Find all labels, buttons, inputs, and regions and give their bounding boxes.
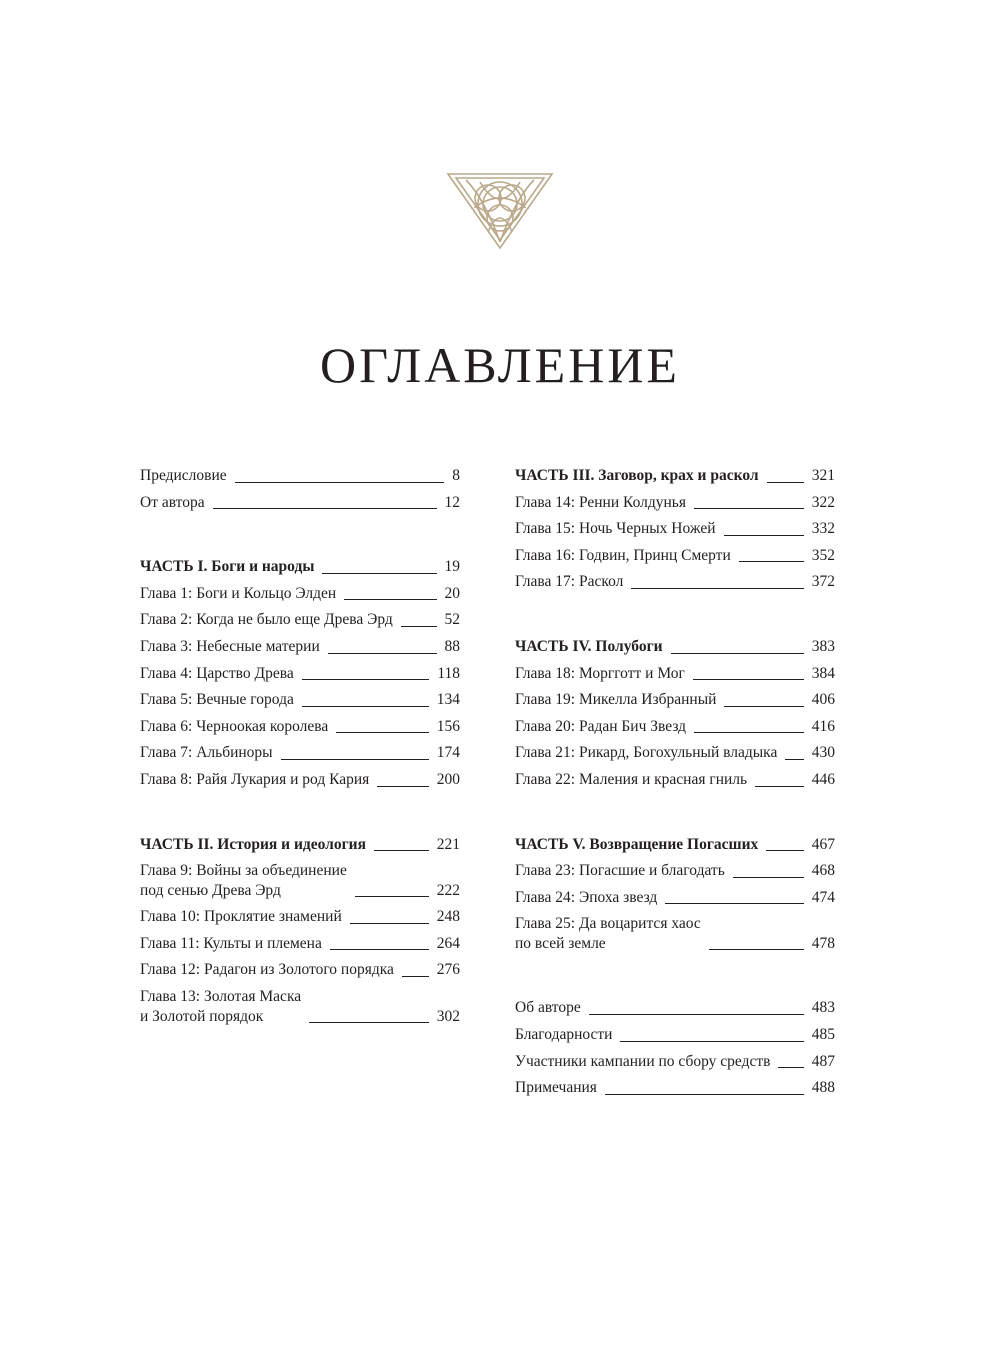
toc-leader-line xyxy=(766,850,803,851)
toc-page-number: 20 xyxy=(444,584,460,602)
toc-page-number: 321 xyxy=(811,467,835,484)
toc-entry-title: Об авторе xyxy=(515,999,581,1017)
toc-entry-title: Участники кампании по сбору средств xyxy=(515,1052,771,1070)
toc-leader-line xyxy=(778,1067,803,1068)
section-gap xyxy=(515,794,835,832)
toc-entry-title: Глава 3: Небесные материи xyxy=(140,637,320,655)
toc-leader-line xyxy=(328,653,437,654)
toc-entry[interactable] xyxy=(515,767,835,794)
toc-page-number: 12 xyxy=(444,493,460,511)
toc-entry-title: Глава 12: Радагон из Золотого порядка xyxy=(140,961,394,979)
toc-page-number: 467 xyxy=(811,835,835,853)
toc-page-number: 88 xyxy=(444,637,460,655)
toc-page-number: 384 xyxy=(811,664,835,682)
toc-entry[interactable] xyxy=(140,740,460,767)
page-title: ОГЛАВЛЕНИЕ xyxy=(320,337,680,393)
toc-entry[interactable] xyxy=(515,914,835,954)
toc-leader-line xyxy=(739,561,804,562)
toc-leader-line xyxy=(724,535,804,536)
toc-leader-line xyxy=(377,786,428,787)
toc-page-number: 468 xyxy=(811,862,835,880)
toc-entry-title: ЧАСТЬ I. Боги и народы xyxy=(140,558,315,576)
toc-page-number: 487 xyxy=(811,1052,835,1070)
toc-entry[interactable] xyxy=(515,858,835,885)
toc-leader-line xyxy=(322,573,436,574)
toc-entry-title: Глава 23: Погасшие и благодать xyxy=(515,862,725,880)
toc-entry[interactable] xyxy=(140,767,460,794)
celtic-triangle-emblem-icon xyxy=(444,168,556,250)
toc-entry-title: Глава 24: Эпоха звезд xyxy=(515,888,658,906)
toc-page-number: 416 xyxy=(811,717,835,735)
toc-entry-title: Глава 9: Войны за объединение под сенью Древа Эрд xyxy=(140,862,347,900)
toc-entry[interactable] xyxy=(140,714,460,741)
toc-entry-title: ЧАСТЬ II. История и идеология xyxy=(140,835,366,853)
toc-entry-title: Благодарности xyxy=(515,1025,613,1043)
toc-entry-title: ЧАСТЬ IV. Полубоги xyxy=(515,637,663,655)
toc-entry-title: Глава 14: Ренни Колдунья xyxy=(515,493,686,511)
toc-entry-title: Глава 16: Годвин, Принц Смерти xyxy=(515,546,731,564)
toc-leader-line xyxy=(694,732,804,733)
toc-page-number: 264 xyxy=(436,934,460,952)
toc-entry-title: Глава 7: Альбиноры xyxy=(140,744,273,762)
toc-leader-line xyxy=(665,903,803,904)
toc-entry-title: Глава 11: Культы и племена xyxy=(140,934,322,952)
toc-leader-line xyxy=(355,896,429,897)
toc-entry-title: ЧАСТЬ III. Заговор, крах и раскол xyxy=(515,467,759,484)
toc-entry-title: Глава 10: Проклятие знамений xyxy=(140,908,342,926)
toc-entry-title: Глава 4: Царство Древа xyxy=(140,664,294,682)
toc-entry-title: Глава 25: Да воцарится хаос по всей земле xyxy=(515,915,701,953)
toc-leader-line xyxy=(620,1041,803,1042)
toc-page-number: 383 xyxy=(811,637,835,655)
toc-part-entry[interactable] xyxy=(515,832,835,859)
toc-entry[interactable] xyxy=(140,904,460,931)
toc-leader-line xyxy=(350,923,429,924)
toc-entry[interactable] xyxy=(140,931,460,958)
toc-entry-title: Глава 22: Маления и красная гниль xyxy=(515,770,748,788)
section-gap xyxy=(140,794,460,832)
toc-page-number: 118 xyxy=(437,664,460,682)
toc-entry[interactable] xyxy=(515,516,835,543)
toc-entry[interactable] xyxy=(140,463,460,490)
toc-leader-line xyxy=(309,1022,429,1023)
toc-page-number: 276 xyxy=(436,961,460,979)
toc-page-number: 406 xyxy=(811,691,835,709)
toc-entry-title: Глава 1: Боги и Кольцо Элден xyxy=(140,584,337,602)
toc-leader-line xyxy=(631,588,803,589)
toc-page-number: 332 xyxy=(811,520,835,538)
toc-leader-line xyxy=(694,508,804,509)
toc-entry[interactable] xyxy=(515,543,835,570)
toc-entry-title: Глава 8: Райя Лукария и род Кария xyxy=(140,770,370,788)
toc-leader-line xyxy=(281,759,429,760)
toc-leader-line xyxy=(302,706,429,707)
toc-page-number: 134 xyxy=(436,691,460,709)
toc-part-entry[interactable] xyxy=(140,554,460,581)
toc-page-number: 474 xyxy=(811,888,835,906)
toc-entry[interactable] xyxy=(515,885,835,912)
toc-right-column xyxy=(515,463,835,1102)
toc-leader-line xyxy=(605,1094,804,1095)
toc-leader-line xyxy=(724,706,803,707)
toc-left-column xyxy=(140,463,460,1030)
toc-page-number: 372 xyxy=(811,573,835,591)
toc-leader-line xyxy=(785,759,803,760)
toc-entry-title: Глава 20: Радан Бич Звезд xyxy=(515,717,687,735)
toc-entry[interactable] xyxy=(515,714,835,741)
toc-leader-line xyxy=(671,653,804,654)
toc-leader-line xyxy=(767,482,804,483)
toc-entry[interactable] xyxy=(515,661,835,688)
toc-entry-title: Глава 18: Моргготт и Мог xyxy=(515,664,685,682)
toc-entry[interactable] xyxy=(515,490,835,517)
toc-page-number: 200 xyxy=(436,770,460,788)
toc-leader-line xyxy=(402,976,429,977)
toc-leader-line xyxy=(213,508,437,509)
toc-leader-line xyxy=(374,850,429,851)
toc-entry-title: Предисловие xyxy=(140,467,227,484)
toc-entry[interactable] xyxy=(140,987,460,1027)
section-gap xyxy=(515,596,835,634)
toc-leader-line xyxy=(235,482,445,483)
toc-leader-line xyxy=(330,949,429,950)
toc-leader-line xyxy=(302,679,430,680)
toc-page-number: 156 xyxy=(436,717,460,735)
toc-leader-line xyxy=(693,679,804,680)
toc-page-number: 322 xyxy=(811,493,835,511)
toc-entry-title: Глава 19: Микелла Избранный xyxy=(515,691,717,709)
toc-entry-title: Глава 15: Ночь Черных Ножей xyxy=(515,520,716,538)
toc-part-entry[interactable] xyxy=(140,832,460,859)
toc-entry-title: Глава 13: Золотая Маска и Золотой порядок xyxy=(140,987,302,1025)
toc-entry[interactable] xyxy=(140,634,460,661)
toc-page-number: 478 xyxy=(811,935,835,953)
toc-page-number: 174 xyxy=(436,744,460,762)
toc-page-number: 446 xyxy=(811,770,835,788)
toc-leader-line xyxy=(336,732,428,733)
toc-page-number: 19 xyxy=(444,558,460,576)
toc-entry-title: Глава 5: Вечные города xyxy=(140,691,294,709)
toc-entry-title: От автора xyxy=(140,493,205,511)
toc-entry[interactable] xyxy=(515,1022,835,1049)
toc-entry[interactable] xyxy=(515,569,835,596)
toc-entry[interactable] xyxy=(140,661,460,688)
toc-entry[interactable] xyxy=(140,957,460,984)
toc-entry[interactable] xyxy=(140,490,460,517)
toc-page-number: 488 xyxy=(811,1079,835,1097)
toc-entry-title: Глава 21: Рикард, Богохульный владыка xyxy=(515,744,778,762)
toc-leader-line xyxy=(755,786,804,787)
toc-entry[interactable] xyxy=(515,740,835,767)
toc-page-number: 52 xyxy=(444,611,460,629)
toc-entry-title: Глава 17: Раскол xyxy=(515,573,624,591)
toc-page-number: 483 xyxy=(811,999,835,1017)
toc-leader-line xyxy=(589,1014,804,1015)
toc-leader-line xyxy=(733,877,804,878)
toc-entry[interactable] xyxy=(515,687,835,714)
toc-entry-title: Глава 6: Черноокая королева xyxy=(140,717,329,735)
toc-page-number: 302 xyxy=(436,1007,460,1025)
toc-entry[interactable] xyxy=(140,687,460,714)
toc-page-number: 8 xyxy=(452,467,460,484)
toc-leader-line xyxy=(709,949,804,950)
toc-entry[interactable] xyxy=(140,861,460,901)
toc-entry[interactable] xyxy=(515,1075,835,1102)
toc-page-number: 352 xyxy=(811,546,835,564)
toc-page-number: 221 xyxy=(436,835,460,853)
section-gap xyxy=(140,516,460,554)
toc-page-number: 248 xyxy=(436,908,460,926)
toc-page-number: 222 xyxy=(436,882,460,900)
toc-entry[interactable] xyxy=(515,1049,835,1076)
toc-entry-title: Примечания xyxy=(515,1079,597,1097)
toc-page-number: 430 xyxy=(811,744,835,762)
toc-part-entry[interactable] xyxy=(515,634,835,661)
toc-entry[interactable] xyxy=(140,581,460,608)
toc-entry[interactable] xyxy=(515,995,835,1022)
toc-entry-title: ЧАСТЬ V. Возвращение Погасших xyxy=(515,835,759,853)
toc-leader-line xyxy=(401,626,437,627)
toc-leader-line xyxy=(344,599,436,600)
toc-part-entry[interactable] xyxy=(515,463,835,490)
toc-page-number: 485 xyxy=(811,1025,835,1043)
section-gap xyxy=(515,957,835,995)
toc-entry-title: Глава 2: Когда не было еще Древа Эрд xyxy=(140,611,393,629)
toc-entry[interactable] xyxy=(140,607,460,634)
